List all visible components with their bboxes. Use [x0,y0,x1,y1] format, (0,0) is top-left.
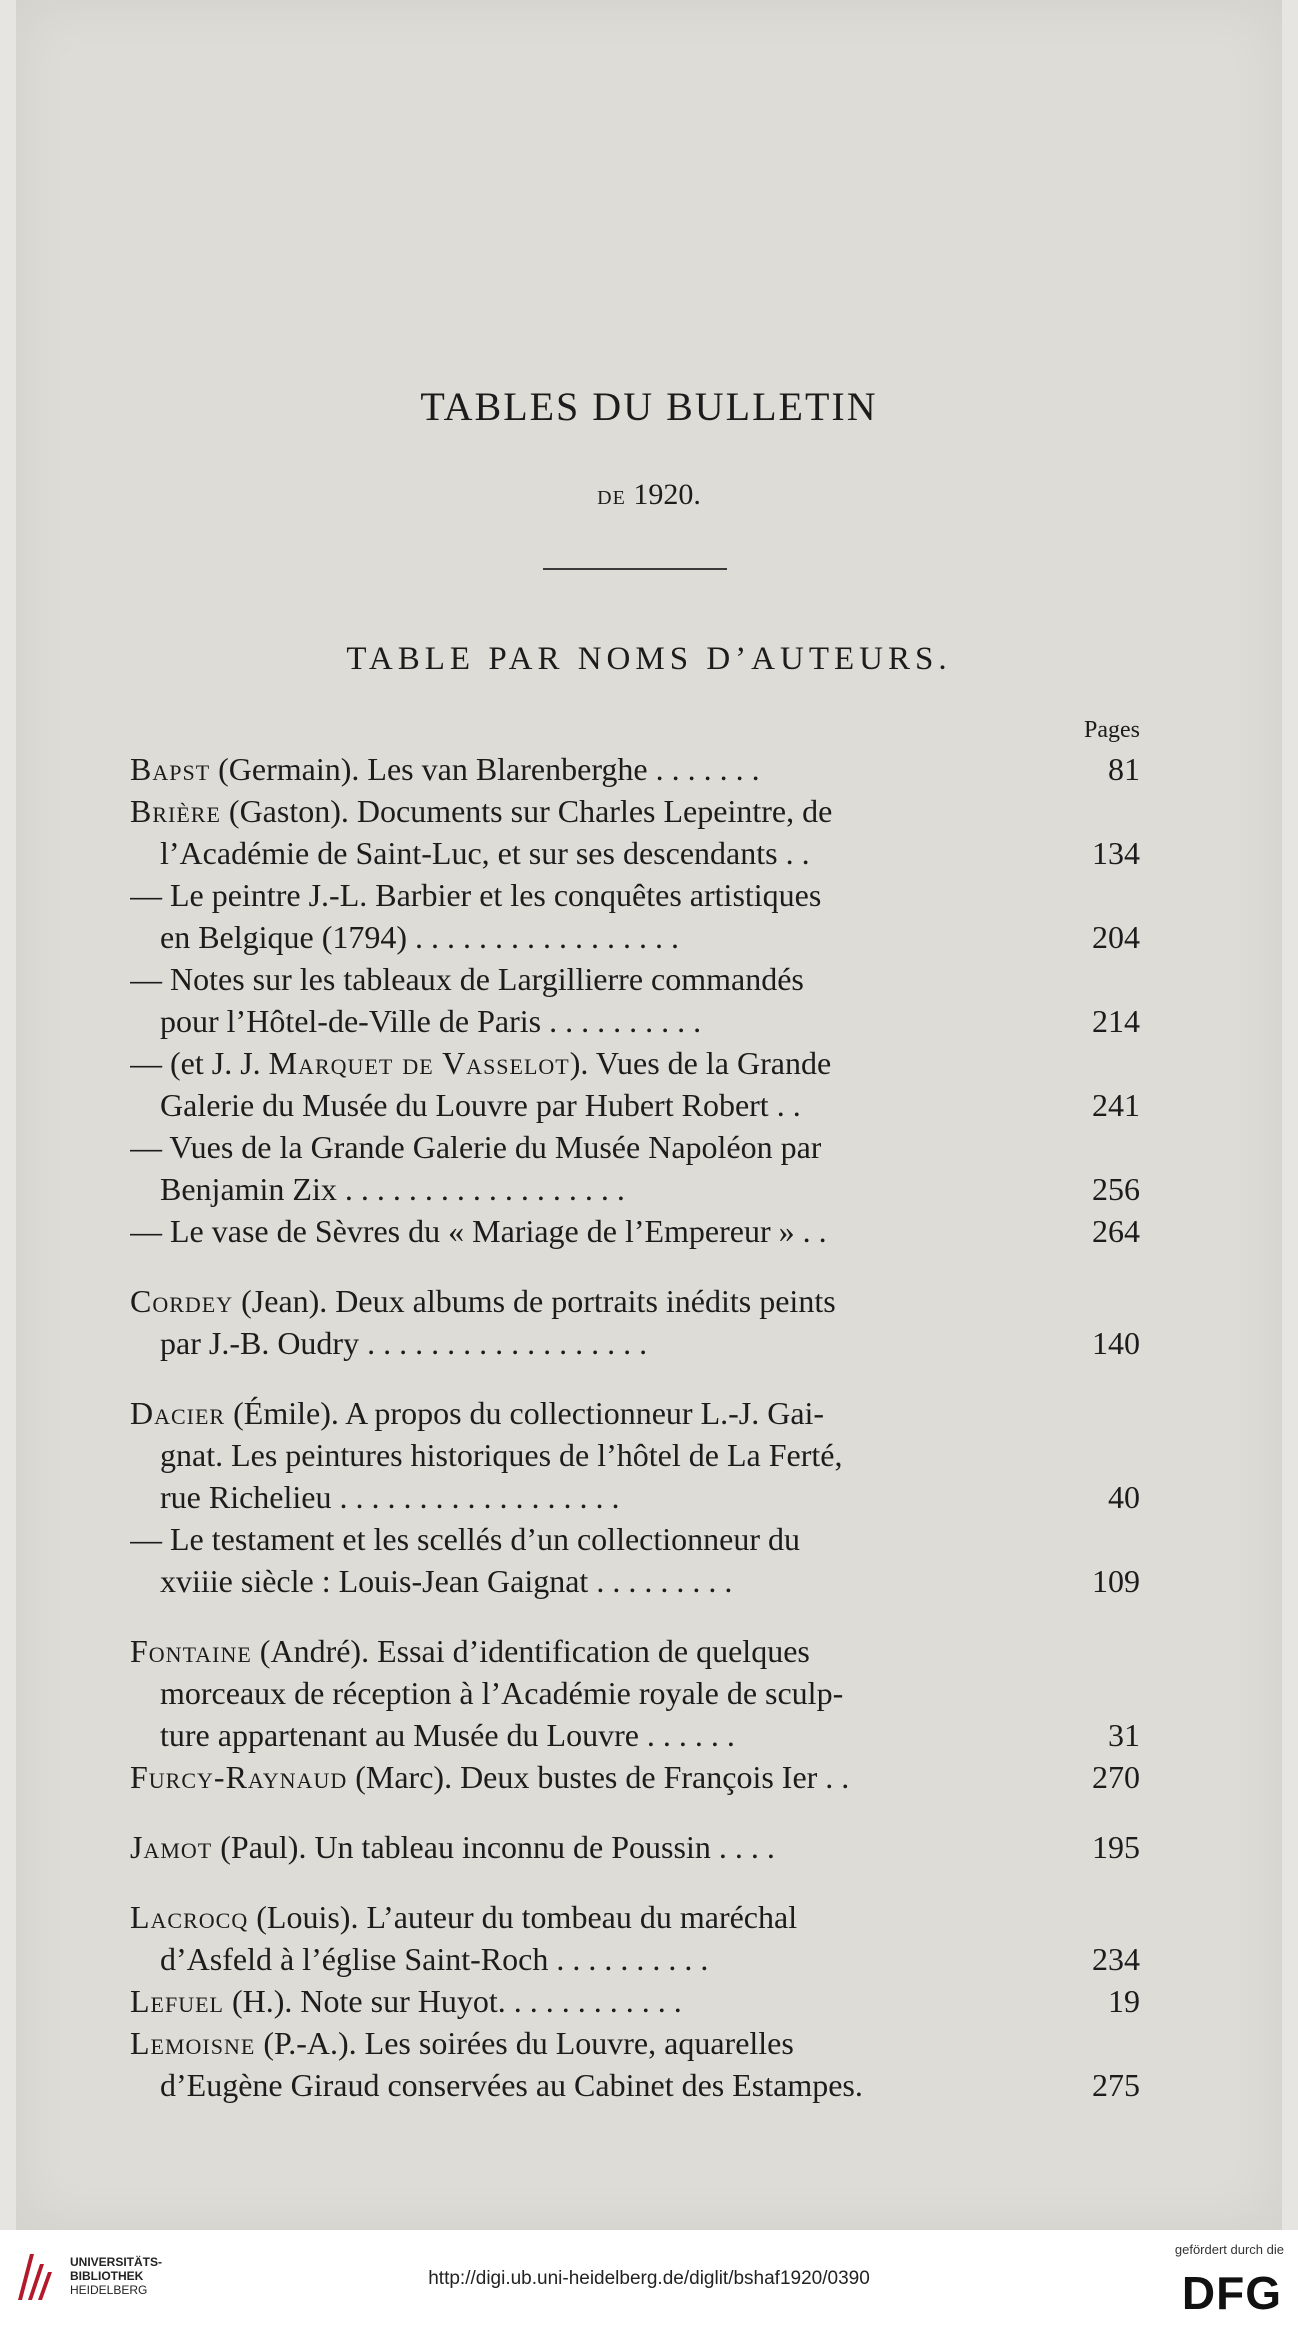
index-line-text [160,1322,647,1364]
funding-note: gefördert durch die [1174,2242,1284,2257]
entry-text: (Louis). L’auteur du tombeau du maréchal [248,1899,798,1935]
index-line-text [130,790,832,832]
index-line [130,1210,1140,1252]
index-line-text [130,1980,682,2022]
index-entry [130,790,1140,874]
page-number: 109 [1092,1563,1140,1599]
entry-text: — Notes sur les tableaux de Largillierre commandés [130,961,804,997]
index-line [130,1714,1140,1756]
entry-text: (P.-A.). Les soirées du Louvre, aquarelles [255,2025,794,2061]
index-line-text [160,1084,801,1126]
index-line-text [160,1476,619,1518]
index-entry [130,2022,1140,2106]
index-entry [130,1392,1140,1518]
page-number: 140 [1092,1325,1140,1361]
page-number: 256 [1092,1171,1140,1207]
page-number: 81 [1108,751,1140,787]
page-number: 214 [1092,1003,1140,1039]
entry-text: ture appartenant au Musée du Louvre . . . . . . [160,1717,735,1753]
entry-text: d’Eugène Giraud conservées au Cabinet des Estampes. [160,2067,863,2103]
entry-text: Benjamin Zix . . . . . . . . . . . . . . . . . . [160,1171,625,1207]
index-line-text [130,1896,797,1938]
index-line [130,1672,1140,1714]
index-entry [130,958,1140,1042]
author-name: Bapst [130,751,211,787]
entry-text: ). Vues de la Grande [569,1045,832,1081]
entry-text: — Le testament et les scellés d’un collectionneur du [130,1521,800,1557]
author-name: Jamot [130,1829,213,1865]
library-name-line1: UNIVERSITÄTS- [70,2255,163,2269]
subtitle-prefix: de [597,480,626,511]
index-entry [130,1896,1140,1980]
index-line [130,1322,1140,1364]
page-number: 275 [1092,2067,1140,2103]
index-line-text [130,958,804,1000]
section-title: TABLE PAR NOMS D’AUTEURS. [346,641,952,677]
entry-text: (Marc). Deux bustes de François Ier . . [347,1759,850,1795]
page-number: 264 [1092,1213,1140,1249]
index-line [130,1560,1140,1602]
index-entry [130,1518,1140,1602]
entry-text: — Le vase de Sèvres du « Mariage de l’Empereur » . . [130,1213,827,1249]
author-name: Lemoisne [130,2025,256,2061]
entry-text: — Le peintre J.-L. Barbier et les conquêtes artistiques [130,877,822,913]
page-number: 270 [1092,1759,1140,1795]
index-line [130,958,1140,1000]
author-name: Fontaine [130,1633,252,1669]
entry-text: (Germain). Les van Blarenberghe . . . . . . . [210,751,760,787]
index-line [130,1000,1140,1042]
index-line-text [160,1168,625,1210]
index-line-text [130,1280,836,1322]
page-number: 31 [1108,1717,1140,1753]
index-line-text [160,1434,842,1476]
index-entry [130,1980,1140,2022]
index-line-text [160,1672,843,1714]
index-line [130,790,1140,832]
index-line-text [160,832,810,874]
index-line-text [130,1826,775,1868]
page-number: 204 [1092,919,1140,955]
dfg-logo: DFG [1181,2267,1282,2319]
page-number: 19 [1108,1983,1140,2019]
index-line [130,1518,1140,1560]
subtitle-year: 1920. [633,478,701,511]
library-name-line2: BIBLIOTHEK [70,2269,144,2283]
index-line [130,2064,1140,2106]
index-line [130,1084,1140,1126]
index-line [130,1126,1140,1168]
index-line-text [130,874,821,916]
index-line-text [130,2022,794,2064]
footer-bar [0,2230,1298,2325]
author-name: Lacrocq [130,1899,249,1935]
index-entry [130,1630,1140,1756]
entry-text: — Vues de la Grande Galerie du Musée Napoléon par [130,1129,822,1165]
entry-text: Galerie du Musée du Louvre par Hubert Robert . . [160,1087,801,1123]
index-line [130,1042,1140,1084]
title-divider [543,568,727,570]
entry-text: gnat. Les peintures historiques de l’hôtel de La Ferté, [160,1437,843,1473]
entry-text: (Émile). A propos du collectionneur L.-J. Gai- [225,1395,825,1431]
index-entry [130,748,1140,790]
entry-text: en Belgique (1794) . . . . . . . . . . . . . . . . . [160,919,680,955]
author-name: Dacier [130,1395,226,1431]
index-line [130,1168,1140,1210]
index-entry [130,1826,1140,1868]
entry-text: par J.-B. Oudry . . . . . . . . . . . . . . . . . . [160,1325,648,1361]
page-title: TABLES DU BULLETIN [420,384,878,429]
index-line-text [130,1518,800,1560]
index-line [130,1476,1140,1518]
entry-text: (Gaston). Documents sur Charles Lepeintre, de [220,793,833,829]
index-line-text [130,1126,821,1168]
index-line [130,1938,1140,1980]
entry-text: — (et J. J. [130,1045,269,1081]
index-line [130,1630,1140,1672]
index-line-text [130,1392,824,1434]
index-line [130,1980,1140,2022]
index-line-text [160,1560,732,1602]
entry-text: (Jean). Deux albums de portraits inédits peints [233,1283,836,1319]
author-name: Lefuel [130,1983,224,2019]
entry-text: xviiie siècle : Louis-Jean Gaignat . . . . . . . . . [160,1563,733,1599]
index-line [130,1392,1140,1434]
page-number: 234 [1092,1941,1140,1977]
index-entry [130,1042,1140,1126]
index-line-text [130,1630,810,1672]
index-line [130,832,1140,874]
page-number: 195 [1092,1829,1140,1865]
library-name-line3: HEIDELBERG [70,2283,148,2297]
entry-text: pour l’Hôtel-de-Ville de Paris . . . . . . . . . . [160,1003,702,1039]
entry-text: morceaux de réception à l’Académie royale de sculp- [160,1675,844,1711]
page-number: 241 [1092,1087,1140,1123]
index-entry [130,1756,1140,1798]
author-name: Cordey [130,1283,234,1319]
index-line [130,748,1140,790]
entry-text: (Paul). Un tableau inconnu de Poussin . . . . [212,1829,775,1865]
entry-text: l’Académie de Saint-Luc, et sur ses descendants . . [160,835,810,871]
entry-text: (André). Essai d’identification de quelques [251,1633,810,1669]
index-line-text [130,1210,827,1252]
index-line-text [160,1714,735,1756]
index-line [130,1756,1140,1798]
entry-text: d’Asfeld à l’église Saint-Roch . . . . . . . . . . [160,1941,709,1977]
pages-column-label: Pages [1084,717,1140,743]
index-line [130,1280,1140,1322]
entry-text: (H.). Note sur Huyot. . . . . . . . . . . . [224,1983,682,2019]
page-number: 40 [1108,1479,1140,1515]
index-line-text [130,1756,849,1798]
index-line-text [160,1000,701,1042]
index-line [130,1434,1140,1476]
page-number: 134 [1092,835,1140,871]
source-url-link[interactable]: http://digi.ub.uni-heidelberg.de/diglit/bshaf1920/0390 [428,2268,870,2289]
index-line [130,916,1140,958]
index-entry [130,1280,1140,1364]
author-index [130,748,1140,2106]
author-name: Furcy-Raynaud [130,1759,348,1795]
index-entry [130,874,1140,958]
author-name: Brière [130,793,221,829]
index-line-text [130,748,760,790]
index-line-text [130,1042,831,1084]
index-line [130,2022,1140,2064]
index-line-text [160,2064,863,2106]
index-entry [130,1210,1140,1252]
index-entry [130,1126,1140,1210]
page-subtitle [0,478,1298,512]
index-line [130,874,1140,916]
index-line [130,1896,1140,1938]
author-name: Marquet de Vasselot [268,1045,570,1081]
entry-text: rue Richelieu . . . . . . . . . . . . . . . . . . [160,1479,620,1515]
index-line [130,1826,1140,1868]
index-line-text [160,916,679,958]
index-line-text [160,1938,708,1980]
